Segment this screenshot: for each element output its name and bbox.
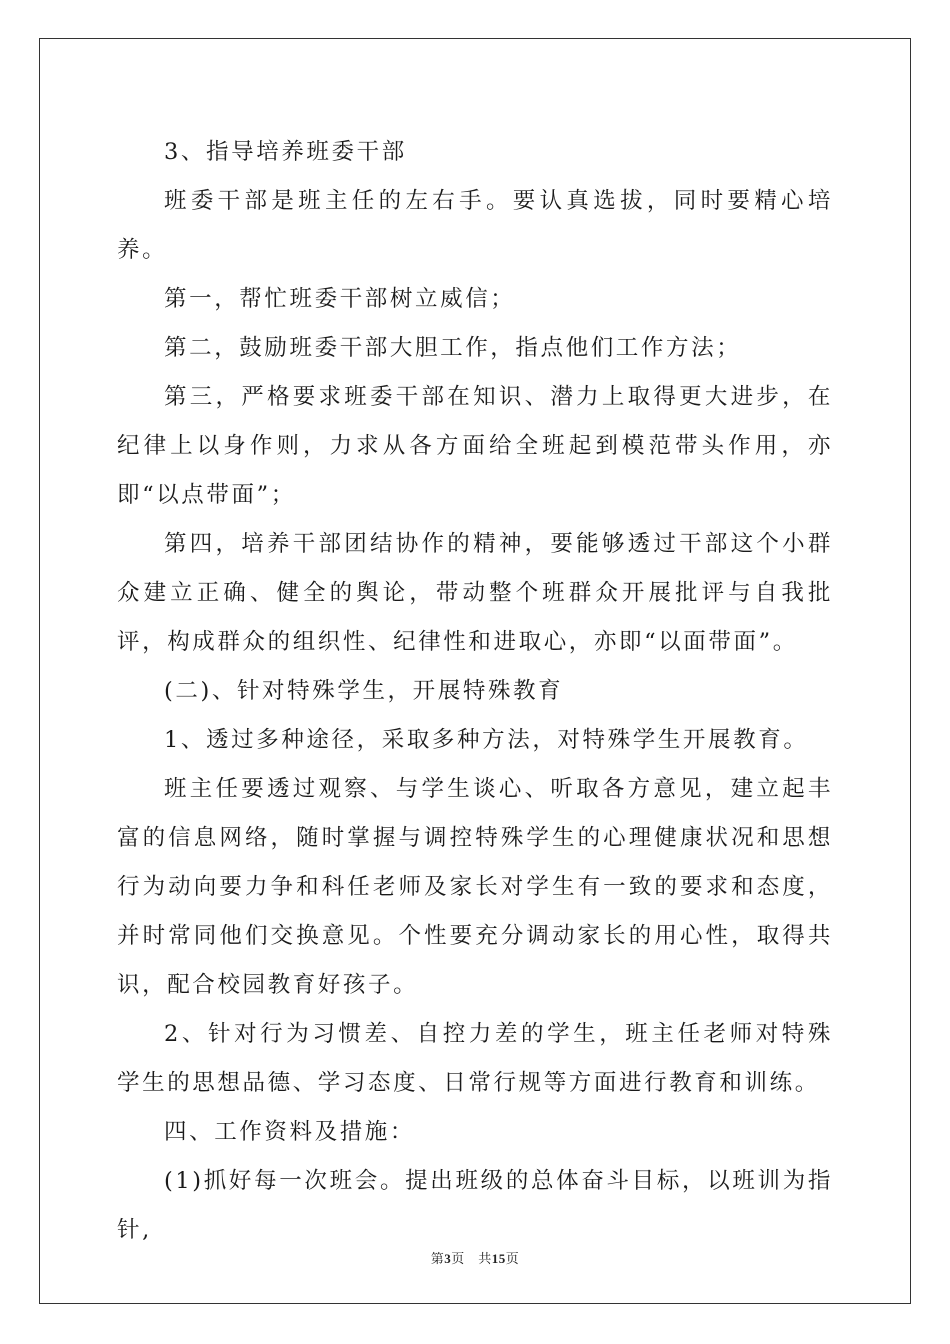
- footer-prefix: 第: [430, 1251, 445, 1266]
- paragraph: 第四，培养干部团结协作的精神，要能够透过干部这个小群众建立正确、健全的舆论，带动整个班群众开展批评与自我批评，构成群众的组织性、纪律性和进取心，亦即“以面带面”。: [117, 531, 833, 655]
- paragraph: 四、工作资料及措施：: [164, 1119, 416, 1145]
- paragraph: 班主任要透过观察、与学生谈心、听取各方意见，建立起丰富的信息网络，随时掌握与调控特殊学生的心理健康状况和思想行为动向要力争和科任老师及家长对学生有一致的要求和态度，并时常同他们交换意见。个性要充分调动家长的用心性，取得共识，配合校园教育好孩子。: [117, 776, 833, 998]
- paragraph: 1、透过多种途径，采取多种方法，对特殊学生开展教育。: [164, 727, 809, 753]
- paragraph: (二)、针对特殊学生，开展特殊教育: [164, 678, 564, 704]
- total-pages-number: 15: [491, 1251, 506, 1266]
- paragraph: 第二，鼓励班委干部大胆工作，指点他们工作方法；: [164, 335, 742, 361]
- paragraph: 第三，严格要求班委干部在知识、潜力上取得更大进步，在纪律上以身作则，力求从各方面给全班起到模范带头作用，亦即“以点带面”；: [117, 384, 833, 508]
- page-footer: [0, 1248, 950, 1267]
- paragraph: 3、指导培养班委干部: [164, 139, 407, 165]
- paragraph: 第一，帮忙班委干部树立威信；: [164, 286, 516, 312]
- document-body: [117, 128, 833, 1255]
- footer-middle: 页 共: [451, 1251, 492, 1266]
- paragraph: 班委干部是班主任的左右手。要认真选拔，同时要精心培养。: [117, 188, 833, 263]
- current-page-number: 3: [444, 1251, 452, 1266]
- paragraph: (1)抓好每一次班会。提出班级的总体奋斗目标，以班训为指针,: [117, 1168, 833, 1243]
- footer-suffix: 页: [505, 1251, 520, 1266]
- paragraph: 2、针对行为习惯差、自控力差的学生，班主任老师对特殊学生的思想品德、学习态度、日常行规等方面进行教育和训练。: [117, 1021, 833, 1096]
